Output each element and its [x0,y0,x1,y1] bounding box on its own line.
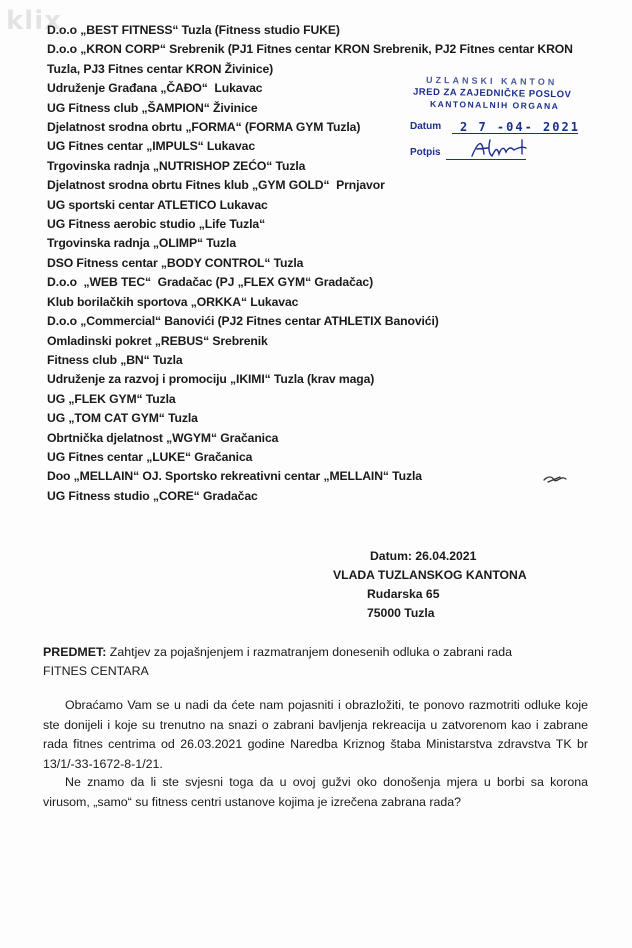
recipient-item: Djelatnost srodna obrtu „FORMA“ (FORMA GYM Tuzla) [47,120,361,135]
recipient-item: D.o.o „BEST FITNESS“ Tuzla (Fitness studio FUKE) [47,23,340,37]
recipient-item: UG „FLEK GYM“ Tuzla [47,391,176,406]
stamp-datum-line [452,133,578,134]
signature-icon [468,136,538,162]
recipient-item: Klub borilačkih sportova „ORKKA“ Lukavac [47,294,299,309]
recipient-item: Trgovinska radnja „NUTRISHOP ZEĆO“ Tuzla [47,158,306,173]
subject-line [43,643,588,680]
received-stamp [408,76,588,162]
recipient-item: UG Fitnes centar „IMPULS“ Lukavac [47,139,256,154]
recipient-street: Rudarska 65 [367,587,440,601]
recipient-item: Trgovinska radnja „OLIMP“ Tuzla [47,236,237,251]
recipient-item: Fitness club „BN“ Tuzla [47,352,183,367]
stamp-datum-label: Datum [410,121,442,132]
recipient-item: UG sportski centar ATLETICO Lukavac [47,197,268,212]
ink-scribble-icon [542,472,568,486]
recipient-item: Djelatnost srodna obrtu Fitnes klub „GYM GOLD“ Prnjavor [47,178,385,193]
recipient-item: UG Fitness club „ŠAMPION“ Živinice [47,100,258,115]
subject-text: Zahtjev za pojašnjenjem i razmatranjem donesenih odluka o zabrani rada FITNES CENTARA [43,645,513,678]
stamp-line: JRED ZA ZAJEDNIČKE POSLOV [412,86,572,101]
recipient-item: UG Fitness studio „CORE“ Gradačac [47,488,258,503]
stamp-datum-value: 2 7 -04- 2021 [460,120,580,134]
recipient-item: DSO Fitness centar „BODY CONTROL“ Tuzla [47,255,304,270]
letter-date: Datum: 26.04.2021 [370,549,477,563]
recipient-item: UG Fitnes centar „LUKE“ Gračanica [47,449,253,464]
recipient-item: D.o.o „WEB TEC“ Gradačac (PJ „FLEX GYM“ Gradačac) [47,275,374,290]
recipient-item: UG Fitness aerobic studio „Life Tuzla“ [47,217,266,232]
recipient-item: D.o.o „Commercial“ Banovići (PJ2 Fitnes centar ATHLETIX Banovići) [47,314,439,329]
recipient-item: Udruženje Građana „ČAĐO“ Lukavac [47,81,263,96]
recipient-city: 75000 Tuzla [367,606,435,620]
body-paragraph: Obraćamo Vam se u nadi da ćete nam pojasniti i obrazložiti, te ponovo razmotriti odluke koje ste donijeli i koje su trenutno na snazi o zabrani bavljenja rekreacija u zatvorenom kao i zabrane rada fitnes centrima od 26.03.2021 godine Naredba Kriznog štaba Ministarstva zdravstva TK br 13/1/-33-1672-8-1/21. [43,698,588,771]
stamp-potpis-label: Potpis [410,147,441,158]
body-paragraph: Ne znamo da li ste svjesni toga da u ovoj gužvi oko donošenja mjera u borbi sa korona virusom, „samo“ su fitness centri ustanove kojima je izrečena zabrana rada? [43,775,588,809]
stamp-line: KANTONALNIH ORGANA [429,98,560,112]
subject-label: PREDMET: [43,645,107,659]
recipient-item: UG „TOM CAT GYM“ Tuzla [47,411,198,426]
recipient-item: Doo „MELLAIN“ OJ. Sportsko rekreativni centar „MELLAIN“ Tuzla [47,469,422,484]
recipient-item: Obrtnička djelatnost „WGYM“ Gračanica [47,430,279,445]
watermark: klix [6,6,62,36]
recipient-name: VLADA TUZLANSKOG KANTONA [333,568,527,582]
recipient-item: D.o.o „KRON CORP“ Srebrenik (PJ1 Fitnes centar KRON Srebrenik, PJ2 Fitnes centar KRON Tuzla, PJ3 Fitnes centar KRON Živinice) [47,42,573,76]
recipient-item: Udruženje za razvoj i promociju „IKIMI“ Tuzla (krav maga) [47,372,375,387]
stamp-line: UZLANSKI KANTON [425,74,558,88]
recipient-item: Omladinski pokret „REBUS“ Srebrenik [47,333,268,348]
